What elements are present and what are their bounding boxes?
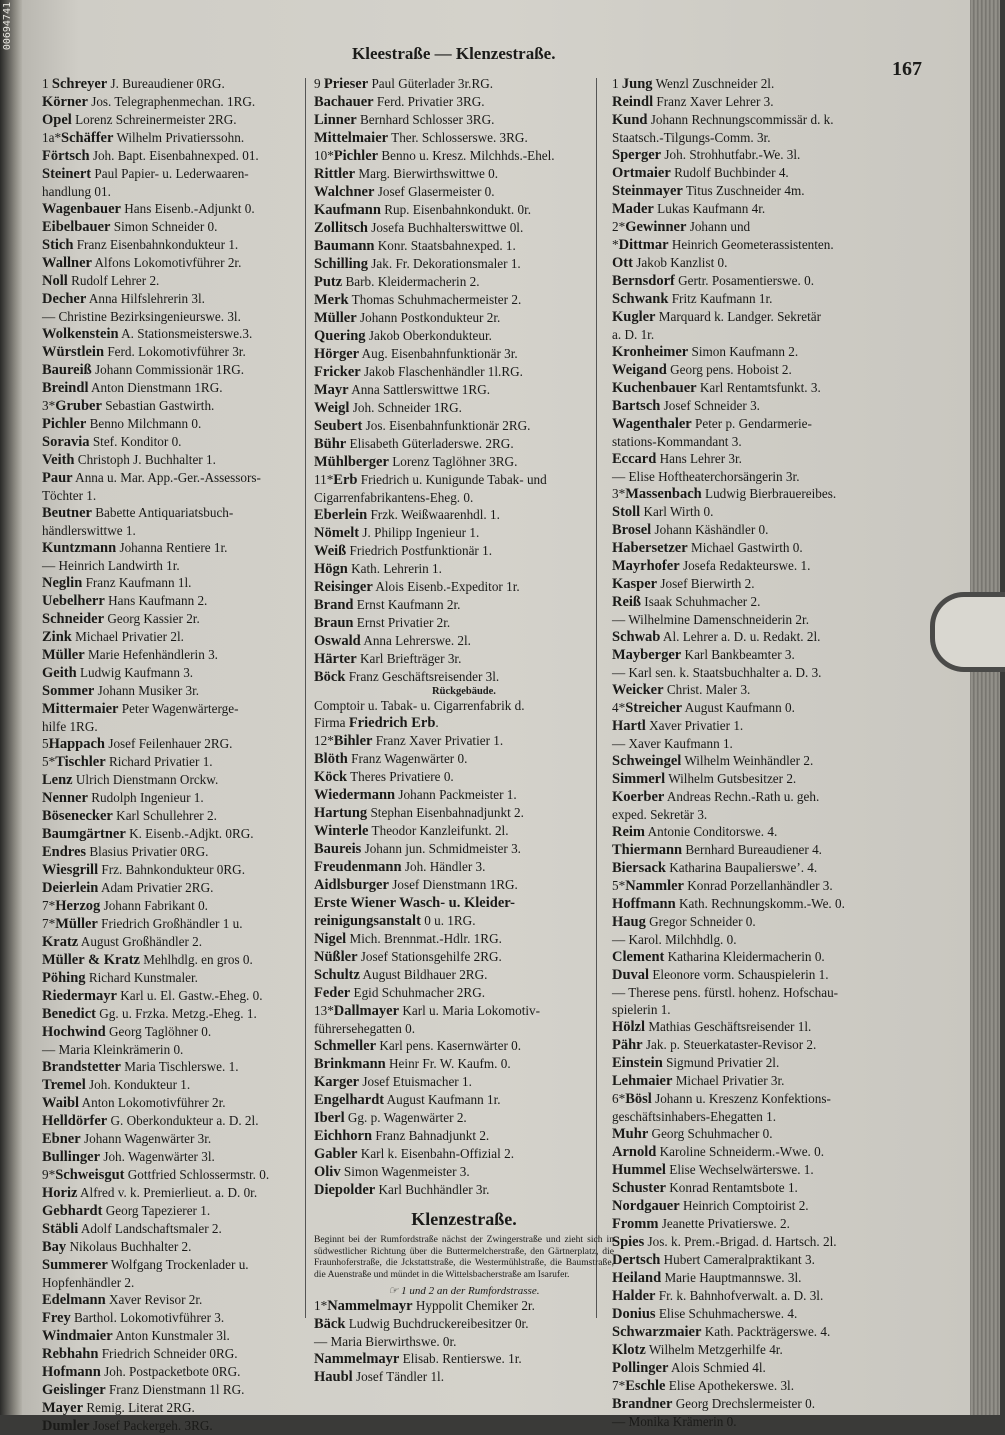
directory-entry: Eberlein Frzk. Weißwaarenhdl. 1. bbox=[314, 507, 500, 523]
directory-entry: Ebner Johann Wagenwärter 3r. bbox=[42, 1131, 212, 1147]
directory-entry: Eibelbauer Simon Schneider 0. bbox=[42, 219, 218, 235]
archive-stamp: 00694741 bbox=[2, 2, 13, 51]
directory-entry: Donius Elise Schuhmacherswe. 4. bbox=[612, 1306, 798, 1322]
directory-entry: Nenner Rudolph Ingenieur 1. bbox=[42, 790, 204, 806]
directory-entry: — Elise Hoftheaterchorsängerin 3r. bbox=[612, 469, 800, 484]
directory-entry: Aidlsburger Josef Dienstmann 1RG. bbox=[314, 877, 518, 893]
directory-entry: Schmeller Karl pens. Kasernwärter 0. bbox=[314, 1038, 522, 1054]
directory-entry: Arnold Karoline Schneiderm.-Wwe. 0. bbox=[612, 1144, 825, 1160]
directory-entry: 1*Nammelmayr Hyppolit Chemiker 2r. bbox=[314, 1298, 535, 1315]
directory-entry: — Heinrich Landwirth 1r. bbox=[42, 558, 180, 573]
directory-entry: geschäftsinhabers-Ehegatten 1. bbox=[612, 1109, 777, 1124]
directory-entry: Ott Jakob Kanzlist 0. bbox=[612, 255, 728, 271]
directory-entry: Nigel Mich. Brennmat.-Hdlr. 1RG. bbox=[314, 931, 502, 947]
column-3 bbox=[612, 75, 952, 1430]
directory-entry: Rebhahn Friedrich Schneider 0RG. bbox=[42, 1346, 238, 1362]
directory-entry: 6*Bösl Johann u. Kreszenz Konfektions- bbox=[612, 1091, 831, 1107]
directory-entry: Stoll Karl Wirth 0. bbox=[612, 504, 714, 520]
directory-entry: Reiß Isaak Schuhmacher 2. bbox=[612, 594, 761, 610]
directory-entry: Nordgauer Heinrich Comptoirist 2. bbox=[612, 1198, 809, 1214]
directory-entry: Töchter 1. bbox=[42, 488, 97, 503]
directory-entry: Noll Rudolf Lehrer 2. bbox=[42, 273, 160, 289]
directory-entry: Frey Barthol. Lokomotivführer 3. bbox=[42, 1310, 225, 1326]
directory-entry: Bühr Elisabeth Güterladerswe. 2RG. bbox=[314, 436, 514, 452]
directory-entry: Wallner Alfons Lokomotivführer 2r. bbox=[42, 255, 242, 271]
directory-entry: Dertsch Hubert Cameralpraktikant 3. bbox=[612, 1252, 815, 1268]
directory-entry: Engelhardt August Kaufmann 1r. bbox=[314, 1092, 501, 1108]
directory-entry: Steinert Paul Papier- u. Lederwaaren- bbox=[42, 166, 249, 182]
directory-entry: Mader Lukas Kaufmann 4r. bbox=[612, 201, 766, 217]
directory-entry: Hofmann Joh. Postpacketbote 0RG. bbox=[42, 1364, 241, 1380]
directory-entry: händlerswittwe 1. bbox=[42, 523, 136, 538]
directory-entry: Waibl Anton Lokomotivführer 2r. bbox=[42, 1095, 226, 1111]
directory-entry: Brand Ernst Kaufmann 2r. bbox=[314, 597, 461, 613]
directory-entry: Pöhing Richard Kunstmaler. bbox=[42, 970, 198, 986]
directory-entry: Högn Kath. Lehrerin 1. bbox=[314, 561, 442, 577]
directory-entry: Eccard Hans Lehrer 3r. bbox=[612, 451, 742, 467]
directory-entry: Nüßler Josef Stationsgehilfe 2RG. bbox=[314, 949, 502, 965]
directory-entry: Müller Johann Postkondukteur 2r. bbox=[314, 310, 501, 326]
directory-entry: Horiz Alfred v. k. Premierlieut. a. D. 0r. bbox=[42, 1185, 258, 1201]
directory-entry: Schwarzmaier Kath. Packträgerswe. 4. bbox=[612, 1324, 831, 1340]
directory-entry: 7*Herzog Johann Fabrikant 0. bbox=[42, 898, 208, 914]
directory-entry: Halder Fr. k. Bahnhofverwalt. a. D. 3l. bbox=[612, 1288, 824, 1304]
directory-entry: Decher Anna Hilfslehrerin 3l. bbox=[42, 291, 205, 307]
directory-entry: Schweingel Wilhelm Weinhändler 2. bbox=[612, 753, 814, 769]
directory-entry: Freudenmann Joh. Händler 3. bbox=[314, 859, 486, 875]
street-subnote: ☞ 1 und 2 an der Rumfordstrasse. bbox=[388, 1285, 540, 1298]
directory-entry: Hölzl Mathias Geschäftsreisender 1l. bbox=[612, 1019, 812, 1035]
directory-entry: 9*Schweisgut Gottfried Schlossermstr. 0. bbox=[42, 1167, 270, 1183]
directory-entry: hilfe 1RG. bbox=[42, 719, 98, 734]
directory-entry: Bernsdorf Gertr. Posamentierswe. 0. bbox=[612, 273, 815, 289]
directory-entry: Schilling Jak. Fr. Dekorationsmaler 1. bbox=[314, 256, 521, 272]
directory-entry: Nammelmayr Elisab. Rentierswe. 1r. bbox=[314, 1351, 522, 1368]
directory-entry: Reindl Franz Xaver Lehrer 3. bbox=[612, 94, 774, 110]
directory-entry: Lehmaier Michael Privatier 3r. bbox=[612, 1073, 785, 1089]
directory-entry: Fromm Jeanette Privatierswe. 2. bbox=[612, 1216, 790, 1232]
directory-entry: Baumann Konr. Staatsbahnexped. 1. bbox=[314, 238, 516, 254]
directory-entry: Weicker Christ. Maler 3. bbox=[612, 682, 751, 698]
directory-entry: Blöth Franz Wagenwärter 0. bbox=[314, 751, 468, 767]
directory-entry: Breindl Anton Dienstmann 1RG. bbox=[42, 380, 223, 396]
directory-entry: Gabler Karl k. Eisenbahn-Offizial 2. bbox=[314, 1146, 514, 1162]
directory-entry: Kronheimer Simon Kaufmann 2. bbox=[612, 344, 799, 360]
directory-entry: 2*Gewinner Johann und bbox=[612, 219, 751, 235]
directory-entry: Mayer Remig. Literat 2RG. bbox=[42, 1400, 195, 1416]
directory-entry: Würstlein Ferd. Lokomotivführer 3r. bbox=[42, 344, 246, 360]
directory-entry: Muhr Georg Schuhmacher 0. bbox=[612, 1126, 773, 1142]
directory-entry: Braun Ernst Privatier 2r. bbox=[314, 615, 451, 631]
directory-entry: 3*Gruber Sebastian Gastwirth. bbox=[42, 398, 215, 414]
directory-entry: 7*Müller Friedrich Großhändler 1 u. bbox=[42, 916, 243, 932]
directory-entry: Hörger Aug. Eisenbahnfunktionär 3r. bbox=[314, 346, 518, 362]
directory-entry: Winterle Theodor Kanzleifunkt. 2l. bbox=[314, 823, 509, 839]
directory-entry: Benedict Gg. u. Frzka. Metzg.-Eheg. 1. bbox=[42, 1006, 257, 1022]
directory-entry: Quering Jakob Oberkondukteur. bbox=[314, 328, 492, 344]
directory-entry: Rittler Marg. Bierwirthswittwe 0. bbox=[314, 166, 499, 182]
directory-entry: Hoffmann Kath. Rechnungskomm.-We. 0. bbox=[612, 896, 845, 912]
directory-entry: Hartung Stephan Eisenbahnadjunkt 2. bbox=[314, 805, 524, 821]
directory-entry: Seubert Jos. Eisenbahnfunktionär 2RG. bbox=[314, 418, 531, 434]
directory-entry: Mayr Anna Sattlerswittwe 1RG. bbox=[314, 382, 491, 398]
directory-entry: 11*Erb Friedrich u. Kunigunde Tabak- und bbox=[314, 472, 547, 488]
column-1 bbox=[42, 75, 322, 1435]
column-2-list-c bbox=[314, 1297, 614, 1386]
directory-entry: Wagenthaler Peter p. Gendarmerie- bbox=[612, 416, 812, 432]
directory-entry: — Maria Bierwirthswe. 0r. bbox=[314, 1334, 457, 1350]
directory-entry: Walchner Josef Glasermeister 0. bbox=[314, 184, 495, 200]
directory-entry: Iberl Gg. p. Wagenwärter 2. bbox=[314, 1110, 467, 1126]
directory-entry: Brosel Johann Käshändler 0. bbox=[612, 522, 769, 538]
directory-entry: Zink Michael Privatier 2l. bbox=[42, 629, 184, 645]
directory-entry: Brandner Georg Drechslermeister 0. bbox=[612, 1396, 815, 1412]
directory-entry: Schuster Konrad Rentamtsbote 1. bbox=[612, 1180, 798, 1196]
directory-entry: — Wilhelmine Damenschneiderin 2r. bbox=[612, 612, 809, 627]
directory-entry: Weigand Georg pens. Hoboist 2. bbox=[612, 362, 792, 378]
directory-entry: Mayrhofer Josefa Redakteurswe. 1. bbox=[612, 558, 811, 574]
directory-entry: Kaufmann Rup. Eisenbahnkondukt. 0r. bbox=[314, 202, 532, 218]
directory-entry: exped. Sekretär 3. bbox=[612, 807, 708, 822]
directory-entry: Erste Wiener Wasch- u. Kleider- bbox=[314, 895, 515, 911]
directory-entry: Soravia Stef. Konditor 0. bbox=[42, 434, 182, 450]
directory-entry: Bartsch Josef Schneider 3. bbox=[612, 398, 760, 414]
directory-entry: Koerber Andreas Rechn.-Rath u. geh. bbox=[612, 789, 820, 805]
directory-entry: Stich Franz Eisenbahnkondukteur 1. bbox=[42, 237, 239, 253]
directory-entry: Simmerl Wilhelm Gutsbesitzer 2. bbox=[612, 771, 797, 787]
directory-entry: Schultz August Bildhauer 2RG. bbox=[314, 967, 488, 983]
column-2-list-a bbox=[314, 75, 614, 686]
rueckgebaeude-heading: Rückgebäude. bbox=[432, 686, 496, 697]
directory-entry: Mittermaier Peter Wagenwärterge- bbox=[42, 701, 239, 717]
directory-entry: führersehegatten 0. bbox=[314, 1021, 416, 1036]
directory-entry: — Maria Kleinkrämerin 0. bbox=[42, 1042, 184, 1057]
directory-entry: Firma Friedrich Erb. bbox=[314, 715, 439, 731]
directory-entry: Wiedermann Johann Packmeister 1. bbox=[314, 787, 517, 803]
directory-entry: Klotz Wilhelm Metzgerhilfe 4r. bbox=[612, 1342, 783, 1358]
page-header: Kleestraße — Klenzestraße. bbox=[352, 44, 556, 63]
directory-entry: Steinmayer Titus Zuschneider 4m. bbox=[612, 183, 805, 199]
directory-entry: Hummel Elise Wechselwärterswe. 1. bbox=[612, 1162, 814, 1178]
directory-entry: Bäck Ludwig Buchdruckereibesitzer 0r. bbox=[314, 1316, 529, 1333]
directory-entry: Biersack Katharina Baupaliersweʼ. 4. bbox=[612, 860, 818, 876]
directory-entry: Körner Jos. Telegraphenmechan. 1RG. bbox=[42, 94, 256, 110]
directory-entry: Schneider Georg Kassier 2r. bbox=[42, 611, 200, 627]
directory-entry: Cigarrenfabrikantens-Eheg. 0. bbox=[314, 490, 474, 505]
directory-entry: Kratz August Großhändler 2. bbox=[42, 934, 203, 950]
directory-entry: Feder Egid Schuhmacher 2RG. bbox=[314, 985, 486, 1001]
directory-entry: Dumler Josef Packergeh. 3RG. bbox=[42, 1418, 213, 1434]
directory-entry: stations-Kommandant 3. bbox=[612, 434, 742, 449]
directory-entry: Einstein Sigmund Privatier 2l. bbox=[612, 1055, 780, 1071]
column-2-list-b bbox=[314, 697, 614, 1199]
directory-entry: 5*Nammler Konrad Porzellanhändler 3. bbox=[612, 878, 833, 894]
directory-entry: Geith Ludwig Kaufmann 3. bbox=[42, 665, 194, 681]
directory-entry: Bay Nikolaus Buchhalter 2. bbox=[42, 1239, 192, 1255]
directory-entry: Tremel Joh. Kondukteur 1. bbox=[42, 1077, 191, 1093]
directory-entry: — Christine Bezirksingenieurswe. 3l. bbox=[42, 309, 241, 324]
directory-entry: Wagenbauer Hans Eisenb.-Adjunkt 0. bbox=[42, 201, 255, 217]
directory-entry: Summerer Wolfgang Trockenlader u. bbox=[42, 1257, 249, 1273]
directory-entry: 1a*Schäffer Wilhelm Privatierssohn. bbox=[42, 130, 245, 146]
directory-entry: Opel Lorenz Schreinermeister 2RG. bbox=[42, 112, 237, 128]
directory-entry: Clement Katharina Kleidermacherin 0. bbox=[612, 949, 825, 965]
directory-entry: Kuntzmann Johanna Rentiere 1r. bbox=[42, 540, 228, 556]
directory-entry: 4*Streicher August Kaufmann 0. bbox=[612, 700, 795, 716]
directory-entry: Böck Franz Geschäftsreisender 3l. bbox=[314, 669, 500, 685]
directory-entry: — Monika Krämerin 0. bbox=[612, 1414, 737, 1429]
directory-entry: Nömelt J. Philipp Ingenieur 1. bbox=[314, 525, 480, 541]
directory-entry: Wolkenstein A. Stationsmeisterswe.3. bbox=[42, 326, 253, 342]
directory-entry: Mayberger Karl Bankbeamter 3. bbox=[612, 647, 795, 663]
directory-entry: 5Happach Josef Feilenhauer 2RG. bbox=[42, 736, 233, 752]
directory-entry: Brandstetter Maria Tischlerswe. 1. bbox=[42, 1059, 239, 1075]
directory-entry: 3*Massenbach Ludwig Bierbrauereibes. bbox=[612, 486, 837, 502]
directory-entry: *Dittmar Heinrich Geometerassistenten. bbox=[612, 237, 834, 253]
directory-entry: Paur Anna u. Mar. App.-Ger.-Assessors- bbox=[42, 470, 261, 486]
directory-entry: Karger Josef Etuismacher 1. bbox=[314, 1074, 472, 1090]
directory-entry: Beutner Babette Antiquariatsbuch- bbox=[42, 505, 234, 521]
thumb-index-tab bbox=[930, 592, 1005, 672]
directory-page bbox=[22, 0, 970, 1434]
directory-entry: Sperger Joh. Strohhutfabr.-We. 3l. bbox=[612, 147, 801, 163]
directory-entry: Förtsch Joh. Bapt. Eisenbahnexped. 01. bbox=[42, 148, 259, 164]
directory-entry: Kund Johann Rechnungscommissär d. k. bbox=[612, 112, 834, 128]
directory-entry: Pollinger Alois Schmied 4l. bbox=[612, 1360, 766, 1376]
directory-entry: Schwab Al. Lehrer a. D. u. Redakt. 2l. bbox=[612, 629, 821, 645]
street-description: Beginnt bei der Rumfordstraße nächst der Zwingerstraße und zieht sich in südwestlicher Richtung über die Buttermelcherstraße, den Gärtnerplatz, die Fraunhoferstraße, die Jckstattstraße, die Westermühlstraße, die Baumstraße, die Auenstraße und mündet in die Wittelsbacherstraße am Isarufer. bbox=[314, 1234, 614, 1280]
directory-entry: Kuchenbauer Karl Rentamtsfunkt. 3. bbox=[612, 380, 821, 396]
directory-entry: 7*Eschle Elise Apothekerswe. 3l. bbox=[612, 1378, 795, 1394]
directory-entry: Müller Marie Hefenhändlerin 3. bbox=[42, 647, 218, 663]
directory-entry: Oliv Simon Wagenmeister 3. bbox=[314, 1164, 470, 1180]
directory-entry: Fricker Jakob Flaschenhändler 1l.RG. bbox=[314, 364, 523, 380]
directory-entry: Brinkmann Heinr Fr. W. Kaufm. 0. bbox=[314, 1056, 511, 1072]
directory-entry: Thiermann Bernhard Bureaudiener 4. bbox=[612, 842, 822, 858]
directory-entry: Weiß Friedrich Postfunktionär 1. bbox=[314, 543, 493, 559]
directory-entry: Deierlein Adam Privatier 2RG. bbox=[42, 880, 214, 896]
directory-entry: Uebelherr Hans Kaufmann 2. bbox=[42, 593, 208, 609]
directory-entry: Weigl Joh. Schneider 1RG. bbox=[314, 400, 462, 416]
page-number: 167 bbox=[892, 58, 922, 80]
directory-entry: — Xaver Kaufmann 1. bbox=[612, 736, 733, 751]
street-heading-klenzestrasse: Klenzestraße. bbox=[411, 1209, 517, 1229]
directory-entry: Reisinger Alois Eisenb.-Expeditor 1r. bbox=[314, 579, 520, 595]
directory-entry: Spies Jos. k. Prem.-Brigad. d. Hartsch. 2l. bbox=[612, 1234, 837, 1250]
directory-entry: reinigungsanstalt 0 u. 1RG. bbox=[314, 913, 476, 929]
directory-entry: Hopfenhändler 2. bbox=[42, 1275, 135, 1290]
directory-entry: Baureis Johann jun. Schmidmeister 3. bbox=[314, 841, 521, 857]
directory-entry: Pähr Jak. p. Steuerkataster-Revisor 2. bbox=[612, 1037, 817, 1053]
directory-entry: Habersetzer Michael Gastwirth 0. bbox=[612, 540, 803, 556]
directory-entry: Baureiß Johann Commissionär 1RG. bbox=[42, 362, 245, 378]
column-2 bbox=[314, 75, 614, 1386]
directory-entry: Neglin Franz Kaufmann 1l. bbox=[42, 575, 192, 591]
directory-entry: Kugler Marquard k. Landger. Sekretär bbox=[612, 309, 822, 325]
directory-entry: Edelmann Xaver Revisor 2r. bbox=[42, 1292, 203, 1308]
directory-entry: 9 Prieser Paul Güterlader 3r.RG. bbox=[314, 76, 494, 92]
directory-entry: Wiesgrill Frz. Bahnkondukteur 0RG. bbox=[42, 862, 246, 878]
directory-entry: Geislinger Franz Dienstmann 1l RG. bbox=[42, 1382, 245, 1398]
directory-entry: — Karol. Milchhdlg. 0. bbox=[612, 932, 737, 947]
directory-entry: Hochwind Georg Taglöhner 0. bbox=[42, 1024, 212, 1040]
directory-entry: Baumgärtner K. Eisenb.-Adjkt. 0RG. bbox=[42, 826, 254, 842]
directory-entry: Haubl Josef Tändler 1l. bbox=[314, 1369, 445, 1386]
directory-entry: Hartl Xaver Privatier 1. bbox=[612, 718, 744, 734]
directory-entry: Lenz Ulrich Dienstmann Orckw. bbox=[42, 772, 219, 788]
directory-entry: — Therese pens. fürstl. hohenz. Hofschau- bbox=[612, 985, 839, 1000]
directory-entry: Bachauer Ferd. Privatier 3RG. bbox=[314, 94, 485, 110]
directory-entry: spielerin 1. bbox=[612, 1002, 671, 1017]
directory-entry: Linner Bernhard Schlosser 3RG. bbox=[314, 112, 495, 128]
directory-entry: Bösenecker Karl Schullehrer 2. bbox=[42, 808, 217, 824]
directory-entry: Eichhorn Franz Bahnadjunkt 2. bbox=[314, 1128, 490, 1144]
directory-entry: Zollitsch Josefa Buchhalterswittwe 0l. bbox=[314, 220, 524, 236]
directory-entry: Reim Antonie Conditorswe. 4. bbox=[612, 824, 778, 840]
directory-entry: Veith Christoph J. Buchhalter 1. bbox=[42, 452, 216, 468]
directory-entry: 5*Tischler Richard Privatier 1. bbox=[42, 754, 213, 770]
directory-entry: Oswald Anna Lehrerswe. 2l. bbox=[314, 633, 471, 649]
directory-entry: Gebhardt Georg Tapezierer 1. bbox=[42, 1203, 211, 1219]
directory-entry: 13*Dallmayer Karl u. Maria Lokomotiv- bbox=[314, 1003, 541, 1019]
directory-entry: Helldörfer G. Oberkondukteur a. D. 2l. bbox=[42, 1113, 259, 1129]
directory-entry: Comptoir u. Tabak- u. Cigarrenfabrik d. bbox=[314, 698, 525, 713]
directory-entry: Windmaier Anton Kunstmaler 3l. bbox=[42, 1328, 230, 1344]
directory-entry: Merk Thomas Schuhmachermeister 2. bbox=[314, 292, 522, 308]
directory-entry: a. D. 1r. bbox=[612, 327, 655, 342]
directory-entry: Diepolder Karl Buchhändler 3r. bbox=[314, 1182, 490, 1198]
directory-entry: Riedermayr Karl u. El. Gastw.-Eheg. 0. bbox=[42, 988, 263, 1004]
left-margin-strip bbox=[0, 0, 22, 1415]
directory-entry: Stäbli Adolf Landschaftsmaler 2. bbox=[42, 1221, 222, 1237]
directory-entry: Schwank Fritz Kaufmann 1r. bbox=[612, 291, 773, 307]
directory-entry: Haug Gregor Schneider 0. bbox=[612, 914, 756, 930]
directory-entry: Ortmaier Rudolf Buchbinder 4. bbox=[612, 165, 789, 181]
directory-entry: Härter Karl Briefträger 3r. bbox=[314, 651, 462, 667]
directory-entry: — Karl sen. k. Staatsbuchhalter a. D. 3. bbox=[612, 665, 822, 680]
directory-entry: Heiland Marie Hauptmannswe. 3l. bbox=[612, 1270, 802, 1286]
directory-entry: 1 Schreyer J. Bureaudiener 0RG. bbox=[42, 76, 225, 92]
directory-entry: Pichler Benno Milchmann 0. bbox=[42, 416, 202, 432]
directory-entry: Köck Theres Privatiere 0. bbox=[314, 769, 454, 785]
directory-entry: Mühlberger Lorenz Taglöhner 3RG. bbox=[314, 454, 518, 470]
page-stack-edge bbox=[970, 0, 1000, 1415]
directory-entry: Putz Barb. Kleidermacherin 2. bbox=[314, 274, 480, 290]
directory-entry: Mittelmaier Ther. Schlosserswe. 3RG. bbox=[314, 130, 528, 146]
directory-entry: Müller & Kratz Mehlhdlg. en gros 0. bbox=[42, 952, 253, 968]
directory-entry: 10*Pichler Benno u. Kresz. Milchhds.-Ehel. bbox=[314, 148, 555, 164]
directory-entry: Bullinger Joh. Wagenwärter 3l. bbox=[42, 1149, 215, 1165]
directory-entry: Endres Blasius Privatier 0RG. bbox=[42, 844, 209, 860]
directory-entry: 1 Jung Wenzl Zuschneider 2l. bbox=[612, 76, 775, 92]
directory-entry: Duval Eleonore vorm. Schauspielerin 1. bbox=[612, 967, 829, 983]
directory-entry: Kasper Josef Bierwirth 2. bbox=[612, 576, 755, 592]
directory-entry: Sommer Johann Musiker 3r. bbox=[42, 683, 200, 699]
directory-entry: 12*Bihler Franz Xaver Privatier 1. bbox=[314, 733, 504, 749]
directory-entry: handlung 01. bbox=[42, 184, 111, 199]
directory-entry: Staatsch.-Tilgungs-Comm. 3r. bbox=[612, 130, 771, 145]
